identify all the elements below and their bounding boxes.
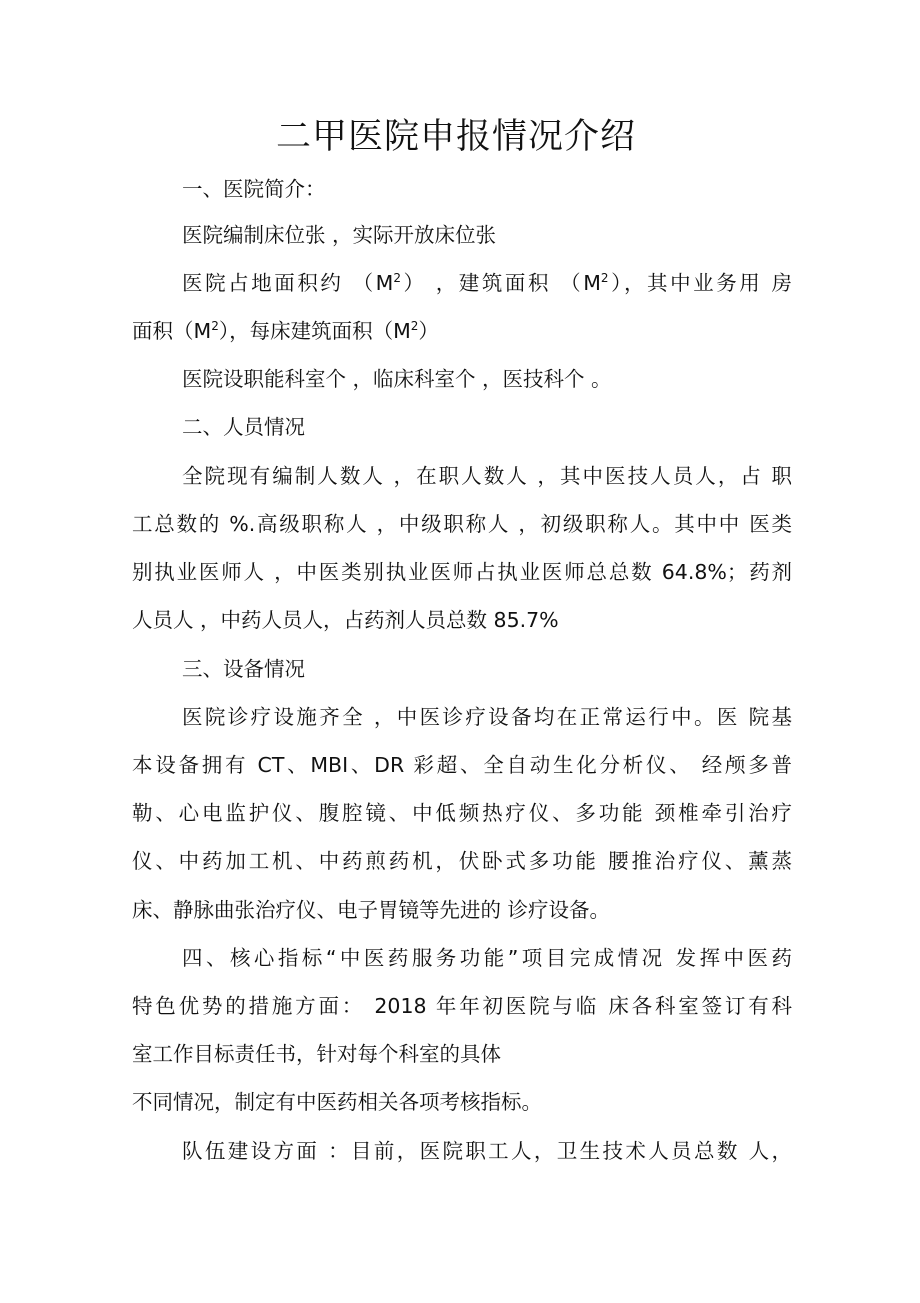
document-title: 二甲医院申报情况介绍 bbox=[275, 117, 636, 157]
paragraph-line: 仪、中药加工机、中药煎药机，伏卧式多功能 腰推治疗仪、薰蒸 bbox=[132, 849, 792, 873]
paragraph-line: 医院编制床位张 ，实际开放床位张 bbox=[182, 223, 497, 247]
section-heading-equipment: 三、设备情况 bbox=[182, 657, 305, 681]
paragraph-line: 工总数的 %.高级职称人 ，中级职称人 ，初级职称人。其中中 医类 bbox=[132, 512, 792, 536]
paragraph-line: 室工作目标责任书，针对每个科室的具体 bbox=[132, 1042, 501, 1066]
paragraph-line: 队伍建设方面 ：目前，医院职工人，卫生技术人员总数 人， bbox=[182, 1139, 792, 1163]
paragraph-line: 面积$(M^2)$，每床建筑面积$(M^2)$ bbox=[132, 319, 439, 343]
section-heading-hospital-intro: 一、医院简介： bbox=[182, 177, 326, 201]
paragraph-line: 医院设职能科室个 ，临床科室个 ，医技科个 。 bbox=[182, 367, 612, 391]
paragraph-line: 特色优势的措施方面： 2018 年年初医院与临 床各科室签订有科 bbox=[132, 994, 792, 1018]
paragraph-line: 医院诊疗设施齐全 ，中医诊疗设备均在正常运行中。医 院基 bbox=[182, 705, 792, 729]
paragraph-line: 勒、心电监护仪、腹腔镜、中低频热疗仪、多功能 颈椎牵引治疗 bbox=[132, 801, 792, 825]
paragraph-line: 不同情况，制定有中医药相关各项考核指标。 bbox=[132, 1090, 542, 1114]
paragraph-line: 本设备拥有 CT、MBI、DR 彩超、全自动生化分析仪、 经颅多普 bbox=[132, 753, 792, 777]
section-heading-core-indicators: 四、核心指标“中医药服务功能”项目完成情况 发挥中医药 bbox=[182, 946, 792, 970]
paragraph-line: 全院现有编制人数人 ，在职人数人 ，其中医技人员人，占 职 bbox=[182, 464, 792, 488]
section-heading-staff: 二、人员情况 bbox=[182, 415, 305, 439]
paragraph-line: 别执业医师人 ，中医类别执业医师占执业医师总总数 64.8%；药剂 bbox=[132, 560, 792, 584]
paragraph-line: 医院占地面积约 $(M^2)$ ，建筑面积 $(M^2)$，其中业务用 房 bbox=[182, 271, 792, 295]
paragraph-line: 人员人 ，中药人员人，占药剂人员总数 85.7% bbox=[132, 608, 559, 632]
paragraph-line: 床、静脉曲张治疗仪、电子胃镜等先进的 诊疗设备。 bbox=[132, 898, 611, 922]
